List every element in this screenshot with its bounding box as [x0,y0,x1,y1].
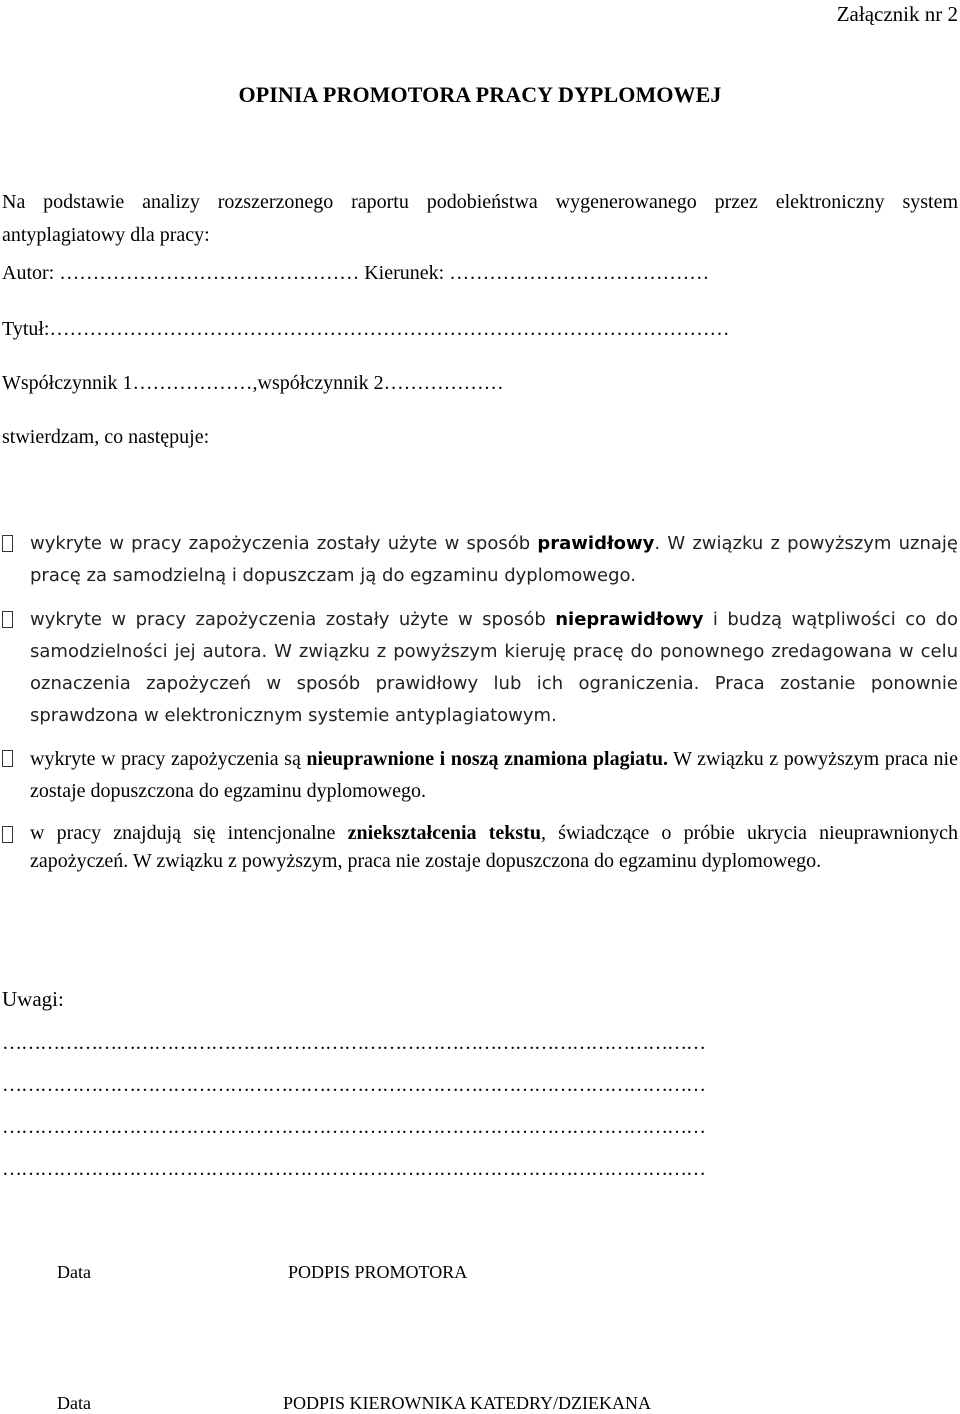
option-correct [30,528,958,592]
option-text-post: W związku z powyższym praca nie zostaje dopuszczona do egzaminu dyplomowego. [30,748,958,802]
annex-label: Załącznik nr 2 [836,2,958,26]
option-text-bold: nieuprawnione i noszą znamiona plagiatu. [306,748,668,770]
head-signature-label: PODPIS KIEROWNIKA KATEDRY/DZIEKANA [283,1393,651,1413]
date-label-promoter: Data [57,1262,91,1282]
remarks-line[interactable]: ………………………………………………………………………………………………… [2,1074,705,1096]
option-plagiarism [30,743,958,807]
option-checkbox-correct[interactable] [2,535,13,552]
promoter-signature-label: PODPIS PROMOTORA [288,1262,468,1282]
option-text-pre: wykryte w pracy zapożyczenia są [30,748,307,770]
statement-text: stwierdzam, co następuje: [2,426,210,448]
option-text-pre: wykryte w pracy zapożyczenia zostały użyte w sposób [30,609,556,630]
option-checkbox-plagiarism[interactable] [2,750,13,767]
title-field-line: Tytuł:………………………………………………………………………………………… [2,318,730,340]
remarks-line[interactable]: ………………………………………………………………………………………………… [2,1032,705,1054]
option-text-bold: zniekształcenia tekstu [347,822,541,844]
coefficient-field-line: Współczynnik 1………………,współczynnik 2……………… [2,372,504,394]
option-text-pre: w pracy znajdują się intencjonalne [30,822,348,844]
option-distortion [30,819,958,875]
option-text-post: . W związku z powyższym uznaję pracę za samodzielną i dopuszczam ją do egzaminu dyplomowego. [30,533,958,586]
option-text-post: , świadczące o próbie ukrycia nieuprawnionych zapożyczeń. W związku z powyższym, praca nie zostaje dopuszczona do egzaminu dyplomowego. [30,822,958,872]
option-text-post: i budzą wątpliwości co do samodzielności jej autora. W związku z powyższym kieruję pracę do ponownego zredagowana w celu oznaczenia zapożyczeń w sposób prawidłowy lub ich ograniczenia. Praca zostanie ponownie sprawdzona w elektronicznym systemie antyplagiatowym. [30,609,958,726]
option-checkbox-distortion[interactable] [2,826,13,843]
remarks-label: Uwagi: [2,987,64,1011]
option-checkbox-incorrect[interactable] [2,611,13,628]
remarks-line[interactable]: ………………………………………………………………………………………………… [2,1158,705,1180]
page-title: OPINIA PROMOTORA PRACY DYPLOMOWEJ [238,82,722,107]
author-field-line: Autor: ……………………………………… Kierunek: ………………………………… [2,262,710,284]
option-text-pre: wykryte w pracy zapożyczenia zostały użyte w sposób [30,533,538,554]
option-text-bold: prawidłowy [537,533,655,554]
option-incorrect [30,604,958,732]
intro-paragraph: Na podstawie analizy rozszerzonego raportu podobieństwa wygenerowanego przez elektroniczny system antyplagiatowy dla pracy: [2,191,958,246]
option-text-bold: nieprawidłowy [555,609,704,630]
date-label-head: Data [57,1393,91,1413]
remarks-line[interactable]: ………………………………………………………………………………………………… [2,1116,705,1138]
